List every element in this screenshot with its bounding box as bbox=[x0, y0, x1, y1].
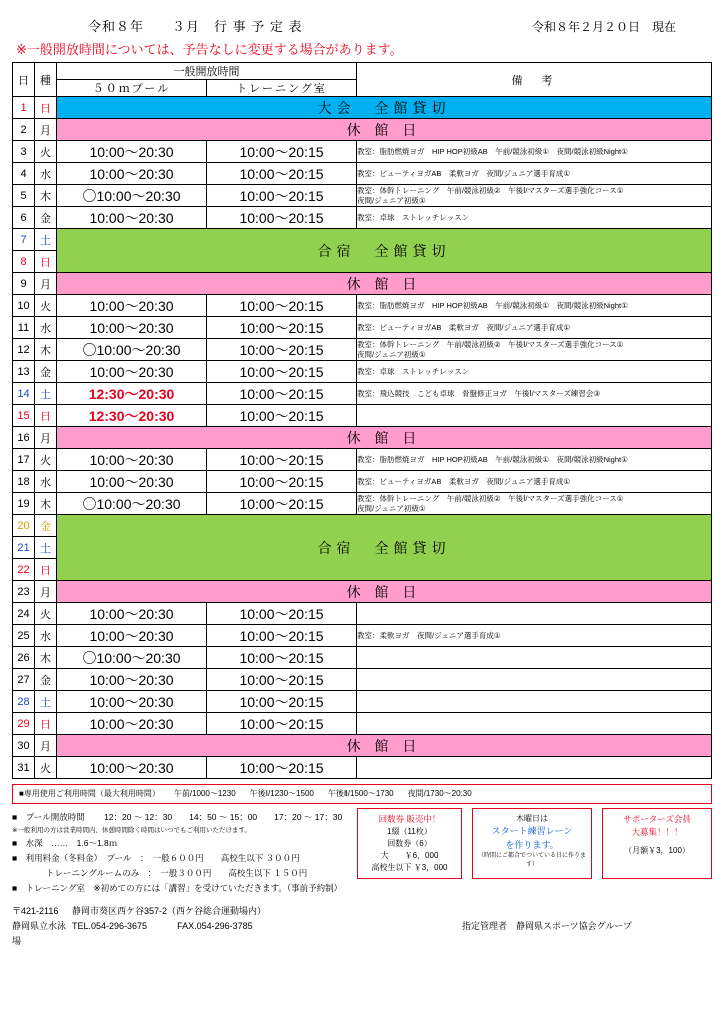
cell-day: 5 bbox=[13, 185, 35, 207]
table-row bbox=[13, 273, 712, 295]
cell-pool-hours: 10:00～20:30 bbox=[57, 295, 207, 317]
thursday-line1: 木曜日は bbox=[516, 814, 548, 823]
cell-pool-hours: 10:00～20:30 bbox=[57, 625, 207, 647]
cell-day: 22 bbox=[13, 559, 35, 581]
cell-full-span-kyukan: 休 館 日 bbox=[57, 427, 712, 449]
cell-training-hours: 10:00～20:15 bbox=[207, 603, 357, 625]
cell-weekday: 土 bbox=[35, 229, 57, 251]
cell-note bbox=[357, 405, 712, 427]
cell-pool-hours: 12:30～20:30 bbox=[57, 405, 207, 427]
coupon-box bbox=[357, 808, 462, 879]
cell-pool-hours: 10:00～20:30 bbox=[57, 361, 207, 383]
table-row bbox=[13, 647, 712, 669]
cell-note: 教室：脂肪燃焼ヨガ HIP HOP初級AB 午前/競泳初級① 夜間/競泳初級Night① bbox=[357, 449, 712, 471]
table-row bbox=[13, 317, 712, 339]
cell-pool-hours: 10:00～20:30 bbox=[57, 163, 207, 185]
table-row bbox=[13, 295, 712, 317]
cell-full-span-gasshuku: 合宿 全館貸切 bbox=[57, 229, 712, 273]
cell-note: 教室：飛込競技 こども卓球 骨盤修正ヨガ 午後Ⅰ/マスターズ練習会③ bbox=[357, 383, 712, 405]
table-row bbox=[13, 735, 712, 757]
cell-note: 教室：体幹トレーニング 午前/競泳初級② 午後Ⅰ/マスターズ選手強化コース① 夜間/ジュニア初級① bbox=[357, 339, 712, 361]
cell-note: 教室：体幹トレーニング 午前/競泳初級② 午後Ⅰ/マスターズ選手強化コース① 夜間/ジュニア初級① bbox=[357, 185, 712, 207]
table-row bbox=[13, 669, 712, 691]
cell-pool-hours: 10:00～20:30 bbox=[57, 471, 207, 493]
cell-day: 30 bbox=[13, 735, 35, 757]
cell-note bbox=[357, 691, 712, 713]
cell-note: 教室：脂肪燃焼ヨガ HIP HOP初級AB 午前/競泳初級① 夜間/競泳初級Night① bbox=[357, 141, 712, 163]
table-row bbox=[13, 691, 712, 713]
cell-day: 4 bbox=[13, 163, 35, 185]
coupon-student-price: 高校生以下 ￥3，000 bbox=[371, 862, 448, 872]
exclusive-time-afternoon1: 午後Ⅰ/1230～1500 bbox=[249, 789, 314, 798]
cell-day: 17 bbox=[13, 449, 35, 471]
cell-day: 31 bbox=[13, 757, 35, 779]
cell-day: 11 bbox=[13, 317, 35, 339]
footer-facility-name: 静岡県立水泳場 bbox=[12, 921, 67, 947]
table-row bbox=[13, 339, 712, 361]
thursday-note: （時間にご都合でついている日に作ります） bbox=[477, 853, 586, 868]
table-row bbox=[13, 581, 712, 603]
cell-pool-hours: 10:00～20:30 bbox=[57, 207, 207, 229]
cell-day: 13 bbox=[13, 361, 35, 383]
footer-manager: 指定管理者 静岡県スポーツ協会グループ bbox=[462, 921, 632, 932]
cell-training-hours: 10:00～20:15 bbox=[207, 185, 357, 207]
table-row bbox=[13, 229, 712, 251]
cell-weekday: 月 bbox=[35, 119, 57, 141]
supporters-sub: 大募集！！！ bbox=[631, 826, 683, 837]
cell-full-span-taikai: 大会 全館貸切 bbox=[57, 97, 712, 119]
cell-weekday: 日 bbox=[35, 559, 57, 581]
cell-training-hours: 10:00～20:15 bbox=[207, 625, 357, 647]
table-row bbox=[13, 625, 712, 647]
col-header-note: 備 考 bbox=[357, 63, 712, 97]
cell-note: 教室：体幹トレーニング 午前/競泳初級② 午後Ⅰ/マスターズ選手強化コース① 夜間/ジュニア初級① bbox=[357, 493, 712, 515]
cell-day: 10 bbox=[13, 295, 35, 317]
cell-day: 26 bbox=[13, 647, 35, 669]
cell-day: 3 bbox=[13, 141, 35, 163]
schedule-table bbox=[12, 62, 712, 779]
cell-note: 教室：卓球 ストレッチレッスン bbox=[357, 207, 712, 229]
cell-weekday: 木 bbox=[35, 339, 57, 361]
cell-day: 14 bbox=[13, 383, 35, 405]
col-header-open-time: 一般開放時間 bbox=[57, 63, 357, 80]
info-water-depth: ■ 水深 …… 1.6～1.8ｍ bbox=[12, 838, 118, 849]
cell-training-hours: 10:00～20:15 bbox=[207, 691, 357, 713]
cell-pool-hours: 〇10:00～20:30 bbox=[57, 647, 207, 669]
table-row bbox=[13, 713, 712, 735]
table-body bbox=[13, 97, 712, 779]
cell-day: 20 bbox=[13, 515, 35, 537]
table-row bbox=[13, 603, 712, 625]
exclusive-time-night: 夜間/1730～20:30 bbox=[407, 789, 472, 798]
cell-pool-hours: 〇10:00～20:30 bbox=[57, 185, 207, 207]
notice-text: ※一般開放時間については、予告なしに変更する場合があります。 bbox=[16, 42, 403, 57]
cell-note: 教室：ビューティヨガAB 柔軟ヨガ 夜間/ジュニア選手育成① bbox=[357, 163, 712, 185]
cell-pool-hours: 10:00～20:30 bbox=[57, 713, 207, 735]
table-row bbox=[13, 515, 712, 537]
cell-training-hours: 10:00～20:15 bbox=[207, 383, 357, 405]
cell-weekday: 土 bbox=[35, 691, 57, 713]
cell-weekday: 土 bbox=[35, 537, 57, 559]
coupon-line3: 回数券（6） bbox=[387, 838, 432, 848]
cell-weekday: 火 bbox=[35, 449, 57, 471]
cell-training-hours: 10:00～20:15 bbox=[207, 449, 357, 471]
cell-weekday: 金 bbox=[35, 515, 57, 537]
cell-weekday: 火 bbox=[35, 757, 57, 779]
header-date: 令和８年２月２０日 現在 bbox=[531, 20, 676, 34]
cell-training-hours: 10:00～20:15 bbox=[207, 141, 357, 163]
cell-weekday: 金 bbox=[35, 669, 57, 691]
cell-note: 教室：卓球 ストレッチレッスン bbox=[357, 361, 712, 383]
cell-weekday: 金 bbox=[35, 207, 57, 229]
cell-training-hours: 10:00～20:15 bbox=[207, 317, 357, 339]
cell-pool-hours: 10:00～20:30 bbox=[57, 141, 207, 163]
cell-day: 16 bbox=[13, 427, 35, 449]
cell-day: 6 bbox=[13, 207, 35, 229]
thursday-line3: を作ります。 bbox=[505, 839, 559, 850]
cell-note: 教室：ビューティヨガAB 柔軟ヨガ 夜間/ジュニア選手育成① bbox=[357, 471, 712, 493]
supporters-fee: （月額￥3，100） bbox=[624, 845, 690, 855]
cell-note bbox=[357, 603, 712, 625]
cell-weekday: 土 bbox=[35, 383, 57, 405]
cell-weekday: 日 bbox=[35, 97, 57, 119]
supporters-box bbox=[602, 808, 712, 879]
table-row bbox=[13, 163, 712, 185]
cell-weekday: 水 bbox=[35, 317, 57, 339]
cell-training-hours: 10:00～20:15 bbox=[207, 405, 357, 427]
table-row bbox=[13, 185, 712, 207]
cell-weekday: 木 bbox=[35, 493, 57, 515]
cell-training-hours: 10:00～20:15 bbox=[207, 713, 357, 735]
exclusive-time-morning: 午前/1000～1230 bbox=[173, 789, 236, 798]
info-training-room: ■ トレーニング室 ※初めての方には「講習」を受けていただきます。（事前予約制） bbox=[12, 882, 343, 893]
cell-pool-hours: 10:00～20:30 bbox=[57, 691, 207, 713]
cell-pool-hours: 〇10:00～20:30 bbox=[57, 339, 207, 361]
cell-pool-hours: 〇10:00～20:30 bbox=[57, 493, 207, 515]
cell-pool-hours: 10:00～20:30 bbox=[57, 669, 207, 691]
cell-day: 29 bbox=[13, 713, 35, 735]
table-row bbox=[13, 427, 712, 449]
thursday-lane-box bbox=[472, 808, 592, 879]
cell-pool-hours: 10:00～20:30 bbox=[57, 317, 207, 339]
coupon-title: 回数券 販売中！ bbox=[378, 814, 441, 824]
cell-day: 27 bbox=[13, 669, 35, 691]
table-row bbox=[13, 361, 712, 383]
table-row bbox=[13, 383, 712, 405]
cell-day: 18 bbox=[13, 471, 35, 493]
table-row bbox=[13, 471, 712, 493]
cell-day: 15 bbox=[13, 405, 35, 427]
cell-day: 2 bbox=[13, 119, 35, 141]
cell-day: 25 bbox=[13, 625, 35, 647]
cell-weekday: 水 bbox=[35, 625, 57, 647]
lower-section bbox=[12, 804, 712, 896]
footer-address: 静岡市葵区西ケ谷357-2（西ケ谷総合運動場内） bbox=[72, 905, 267, 916]
cell-training-hours: 10:00～20:15 bbox=[207, 339, 357, 361]
cell-pool-hours: 10:00～20:30 bbox=[57, 757, 207, 779]
cell-weekday: 水 bbox=[35, 163, 57, 185]
cell-training-hours: 10:00～20:15 bbox=[207, 295, 357, 317]
cell-full-span-kyukan: 休 館 日 bbox=[57, 119, 712, 141]
cell-pool-hours: 10:00～20:30 bbox=[57, 449, 207, 471]
cell-day: 19 bbox=[13, 493, 35, 515]
thursday-line2: スタート練習レーン bbox=[491, 826, 573, 836]
cell-day: 28 bbox=[13, 691, 35, 713]
cell-training-hours: 10:00～20:15 bbox=[207, 669, 357, 691]
exclusive-use-label: ■専用使用ご利用時間（最大利用時間） bbox=[19, 789, 160, 798]
col-header-training: トレーニング室 bbox=[207, 80, 357, 97]
document-header bbox=[12, 10, 712, 37]
cell-weekday: 火 bbox=[35, 295, 57, 317]
exclusive-time-afternoon2: 午後Ⅱ/1500～1730 bbox=[327, 789, 394, 798]
cell-training-hours: 10:00～20:15 bbox=[207, 471, 357, 493]
footer-tel: TEL.054-296-3675 bbox=[72, 921, 148, 932]
cell-weekday: 水 bbox=[35, 471, 57, 493]
cell-full-span-kyukan: 休 館 日 bbox=[57, 581, 712, 603]
promo-boxes bbox=[357, 808, 712, 879]
document-footer bbox=[12, 904, 712, 950]
cell-pool-hours: 12:30～20:30 bbox=[57, 383, 207, 405]
exclusive-use-box bbox=[12, 784, 712, 804]
supporters-title: サポーターズ会員 bbox=[623, 814, 691, 824]
cell-note bbox=[357, 757, 712, 779]
cell-day: 1 bbox=[13, 97, 35, 119]
cell-training-hours: 10:00～20:15 bbox=[207, 361, 357, 383]
col-header-pool: ５０ｍプール bbox=[57, 80, 207, 97]
page-title: 令和８年 ３月 行 事 予 定 表 bbox=[88, 19, 303, 34]
footer-zip: 〒421-2116 bbox=[12, 905, 59, 916]
cell-note bbox=[357, 713, 712, 735]
cell-weekday: 月 bbox=[35, 735, 57, 757]
cell-note bbox=[357, 647, 712, 669]
cell-training-hours: 10:00～20:15 bbox=[207, 647, 357, 669]
cell-pool-hours: 10:00～20:30 bbox=[57, 603, 207, 625]
info-list bbox=[12, 804, 357, 896]
info-pool-hours: ■ プール開放時間 12：20 ～ 12：30 14：50 ～ 15：00 17：20 ～ 17：30 bbox=[12, 812, 343, 822]
col-header-weekday: 種 bbox=[35, 63, 57, 97]
cell-weekday: 木 bbox=[35, 647, 57, 669]
cell-day: 23 bbox=[13, 581, 35, 603]
table-row bbox=[13, 97, 712, 119]
cell-weekday: 日 bbox=[35, 405, 57, 427]
cell-training-hours: 10:00～20:15 bbox=[207, 207, 357, 229]
cell-day: 9 bbox=[13, 273, 35, 295]
cell-day: 24 bbox=[13, 603, 35, 625]
table-row bbox=[13, 405, 712, 427]
cell-training-hours: 10:00～20:15 bbox=[207, 163, 357, 185]
coupon-sub: 1綴（11枚） bbox=[387, 826, 432, 836]
info-fee-gym: トレーニングルームのみ ： 一般３００円 高校生以下 １５０円 bbox=[12, 868, 308, 878]
cell-weekday: 日 bbox=[35, 251, 57, 273]
info-fee-pool: ■ 利用料金（冬料金） プール ： 一般６００円 高校生以下 ３００円 bbox=[12, 853, 300, 864]
cell-weekday: 月 bbox=[35, 427, 57, 449]
cell-full-span-kyukan: 休 館 日 bbox=[57, 273, 712, 295]
table-row bbox=[13, 207, 712, 229]
table-head bbox=[13, 63, 712, 97]
coupon-adult-price: 大 ￥6，000 bbox=[380, 850, 439, 860]
cell-full-span-kyukan: 休 館 日 bbox=[57, 735, 712, 757]
cell-weekday: 金 bbox=[35, 361, 57, 383]
cell-weekday: 火 bbox=[35, 141, 57, 163]
cell-training-hours: 10:00～20:15 bbox=[207, 757, 357, 779]
table-row bbox=[13, 119, 712, 141]
cell-day: 8 bbox=[13, 251, 35, 273]
info-pool-hours-note: ※一般利用の方は営業時間内、休憩時間除く時間はいつでもご利用いただけます。 bbox=[12, 826, 251, 834]
table-row bbox=[13, 141, 712, 163]
table-row bbox=[13, 757, 712, 779]
cell-day: 21 bbox=[13, 537, 35, 559]
cell-full-span-gasshuku: 合宿 全館貸切 bbox=[57, 515, 712, 581]
cell-weekday: 火 bbox=[35, 603, 57, 625]
cell-weekday: 月 bbox=[35, 581, 57, 603]
cell-note: 教室：ビューティヨガAB 柔軟ヨガ 夜間/ジュニア選手育成① bbox=[357, 317, 712, 339]
cell-note: 教室：柔軟ヨガ 夜間/ジュニア選手育成① bbox=[357, 625, 712, 647]
col-header-day: 日 bbox=[13, 63, 35, 97]
cell-day: 12 bbox=[13, 339, 35, 361]
cell-note: 教室：脂肪燃焼ヨガ HIP HOP初級AB 午前/競泳初級① 夜間/競泳初級Night① bbox=[357, 295, 712, 317]
cell-weekday: 木 bbox=[35, 185, 57, 207]
table-row bbox=[13, 493, 712, 515]
footer-fax: FAX.054-296-3785 bbox=[177, 921, 253, 932]
cell-day: 7 bbox=[13, 229, 35, 251]
table-row bbox=[13, 449, 712, 471]
cell-note bbox=[357, 669, 712, 691]
cell-training-hours: 10:00～20:15 bbox=[207, 493, 357, 515]
cell-weekday: 月 bbox=[35, 273, 57, 295]
cell-weekday: 日 bbox=[35, 713, 57, 735]
